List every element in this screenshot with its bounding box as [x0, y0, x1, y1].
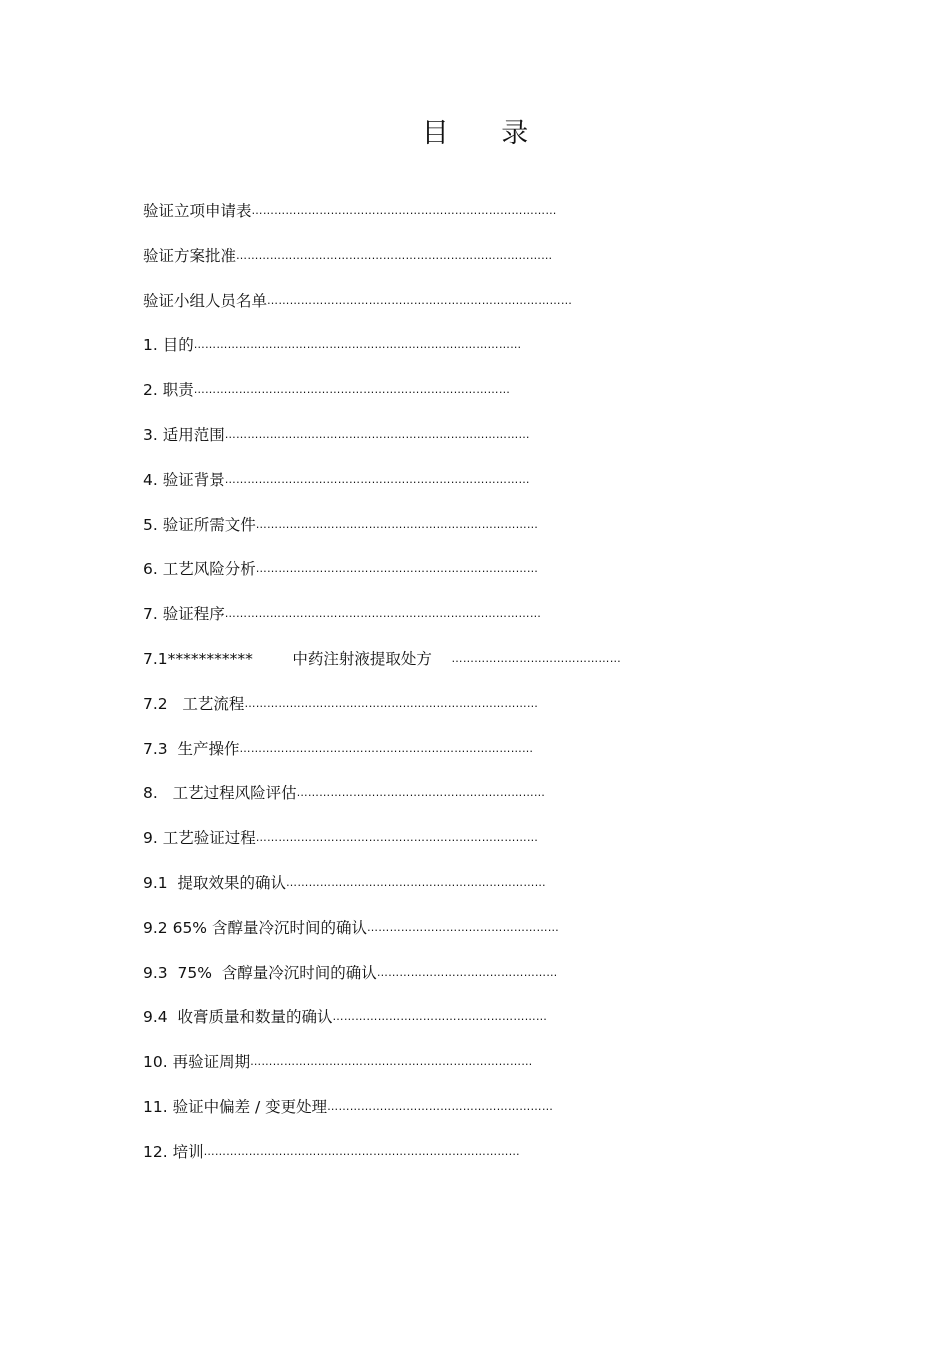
toc-entry[interactable] [143, 508, 763, 553]
toc-entry-leader: …………………………………………………………………… [239, 741, 534, 755]
toc-entry-leader: ……………………………………………………………………… [224, 427, 530, 441]
toc-entry[interactable] [143, 1045, 763, 1090]
toc-entry-text: 1. 目的 [143, 336, 194, 355]
toc-entry-text: 验证立项申请表 [143, 202, 252, 220]
toc-entry[interactable] [143, 732, 763, 777]
toc-entry-text: 3. 适用范围 [143, 425, 225, 444]
toc-entry-text: 2. 职责 [143, 381, 194, 400]
toc-entry[interactable] [143, 597, 763, 642]
toc-entry-text: 9.3 75% 含醇量冷沉时间的确认 [143, 963, 377, 982]
toc-entry-text: 7.3 生产操作 [143, 739, 240, 758]
toc-entry[interactable] [143, 328, 763, 373]
toc-entry-leader: …………………………………………………………………… [244, 696, 539, 710]
toc-entry-leader: ……………………………………………………………………… [224, 472, 530, 486]
toc-entry-leader: ……………………………………… [451, 651, 622, 665]
toc-entry-leader: ………………………………………………………………… [250, 1055, 533, 1069]
toc-entry[interactable] [143, 239, 763, 284]
toc-entry[interactable] [143, 1000, 763, 1045]
toc-entry-leader: ………………………………………………………………… [255, 562, 539, 576]
toc-entry-text: 7.2 工艺流程 [143, 694, 245, 713]
toc-entry[interactable] [143, 821, 763, 866]
toc-entry-text: 8. 工艺过程风险评估 [143, 784, 297, 803]
toc-entry-leader: …………………………………………………… [327, 1099, 554, 1113]
toc-entry[interactable] [143, 373, 763, 418]
toc-entry-text: 5. 验证所需文件 [143, 515, 256, 534]
toc-entry[interactable] [143, 284, 763, 329]
toc-entry-text: 6. 工艺风险分析 [143, 560, 256, 579]
toc-entry[interactable] [143, 911, 763, 956]
toc-entry-leader: …………………………………………………………………………… [193, 338, 522, 352]
toc-entry[interactable] [143, 776, 763, 821]
toc-list [143, 194, 763, 1180]
toc-entry-text: 7.1*********** 中药注射液提取处方 [143, 649, 452, 668]
toc-entry-text: 10. 再验证周期 [143, 1053, 251, 1072]
toc-entry[interactable] [143, 194, 763, 239]
toc-entry-text: 9. 工艺验证过程 [143, 829, 256, 848]
toc-entry-text: 9.4 收膏质量和数量的确认 [143, 1008, 333, 1027]
toc-entry-text: 9.2 65% 含醇量冷沉时间的确认 [143, 918, 367, 937]
toc-entry-text: 验证方案批准 [143, 246, 237, 265]
toc-entry[interactable] [143, 552, 763, 597]
toc-entry-leader: ………………………………………………………………………… [236, 248, 553, 262]
toc-entry-leader: ………………………………………………………………… [255, 831, 539, 845]
toc-entry[interactable] [143, 642, 763, 687]
toc-entry-text: 12. 培训 [143, 1142, 204, 1161]
toc-entry[interactable] [143, 418, 763, 463]
toc-entry-leader: ……………………………………………………………………… [251, 204, 557, 217]
toc-entry[interactable] [143, 1090, 763, 1135]
toc-entry-leader: ………………………………………………… [332, 1010, 548, 1024]
toc-entry-leader: ………………………………………………………… [296, 786, 546, 800]
toc-entry-leader: ………………………………………………………………………… [224, 607, 542, 621]
toc-entry-text: 验证小组人员名单 [143, 291, 268, 310]
toc-title: 目 录 [421, 118, 551, 149]
toc-entry[interactable] [143, 866, 763, 911]
toc-entry-text: 11. 验证中偏差 / 变更处理 [143, 1097, 328, 1116]
toc-entry-leader: ………………………………………………………………… [255, 517, 539, 531]
toc-entry-text: 9.1 提取效果的确认 [143, 873, 287, 892]
toc-entry-text: 7. 验证程序 [143, 605, 225, 624]
toc-entry[interactable] [143, 956, 763, 1001]
toc-entry-leader: ………………………………………………………………………… [203, 1144, 520, 1158]
toc-entry[interactable] [143, 1135, 763, 1180]
toc-entry-leader: ………………………………………………………………………… [193, 383, 511, 397]
toc-entry-leader: ………………………………………… [376, 965, 558, 979]
toc-entry[interactable] [143, 687, 763, 732]
toc-entry-leader: …………………………………………… [366, 920, 560, 934]
toc-entry-text: 4. 验证背景 [143, 470, 225, 489]
toc-entry-leader: ……………………………………………………………………… [267, 293, 573, 307]
toc-entry[interactable] [143, 463, 763, 508]
toc-entry-leader: …………………………………………………………… [286, 875, 546, 889]
